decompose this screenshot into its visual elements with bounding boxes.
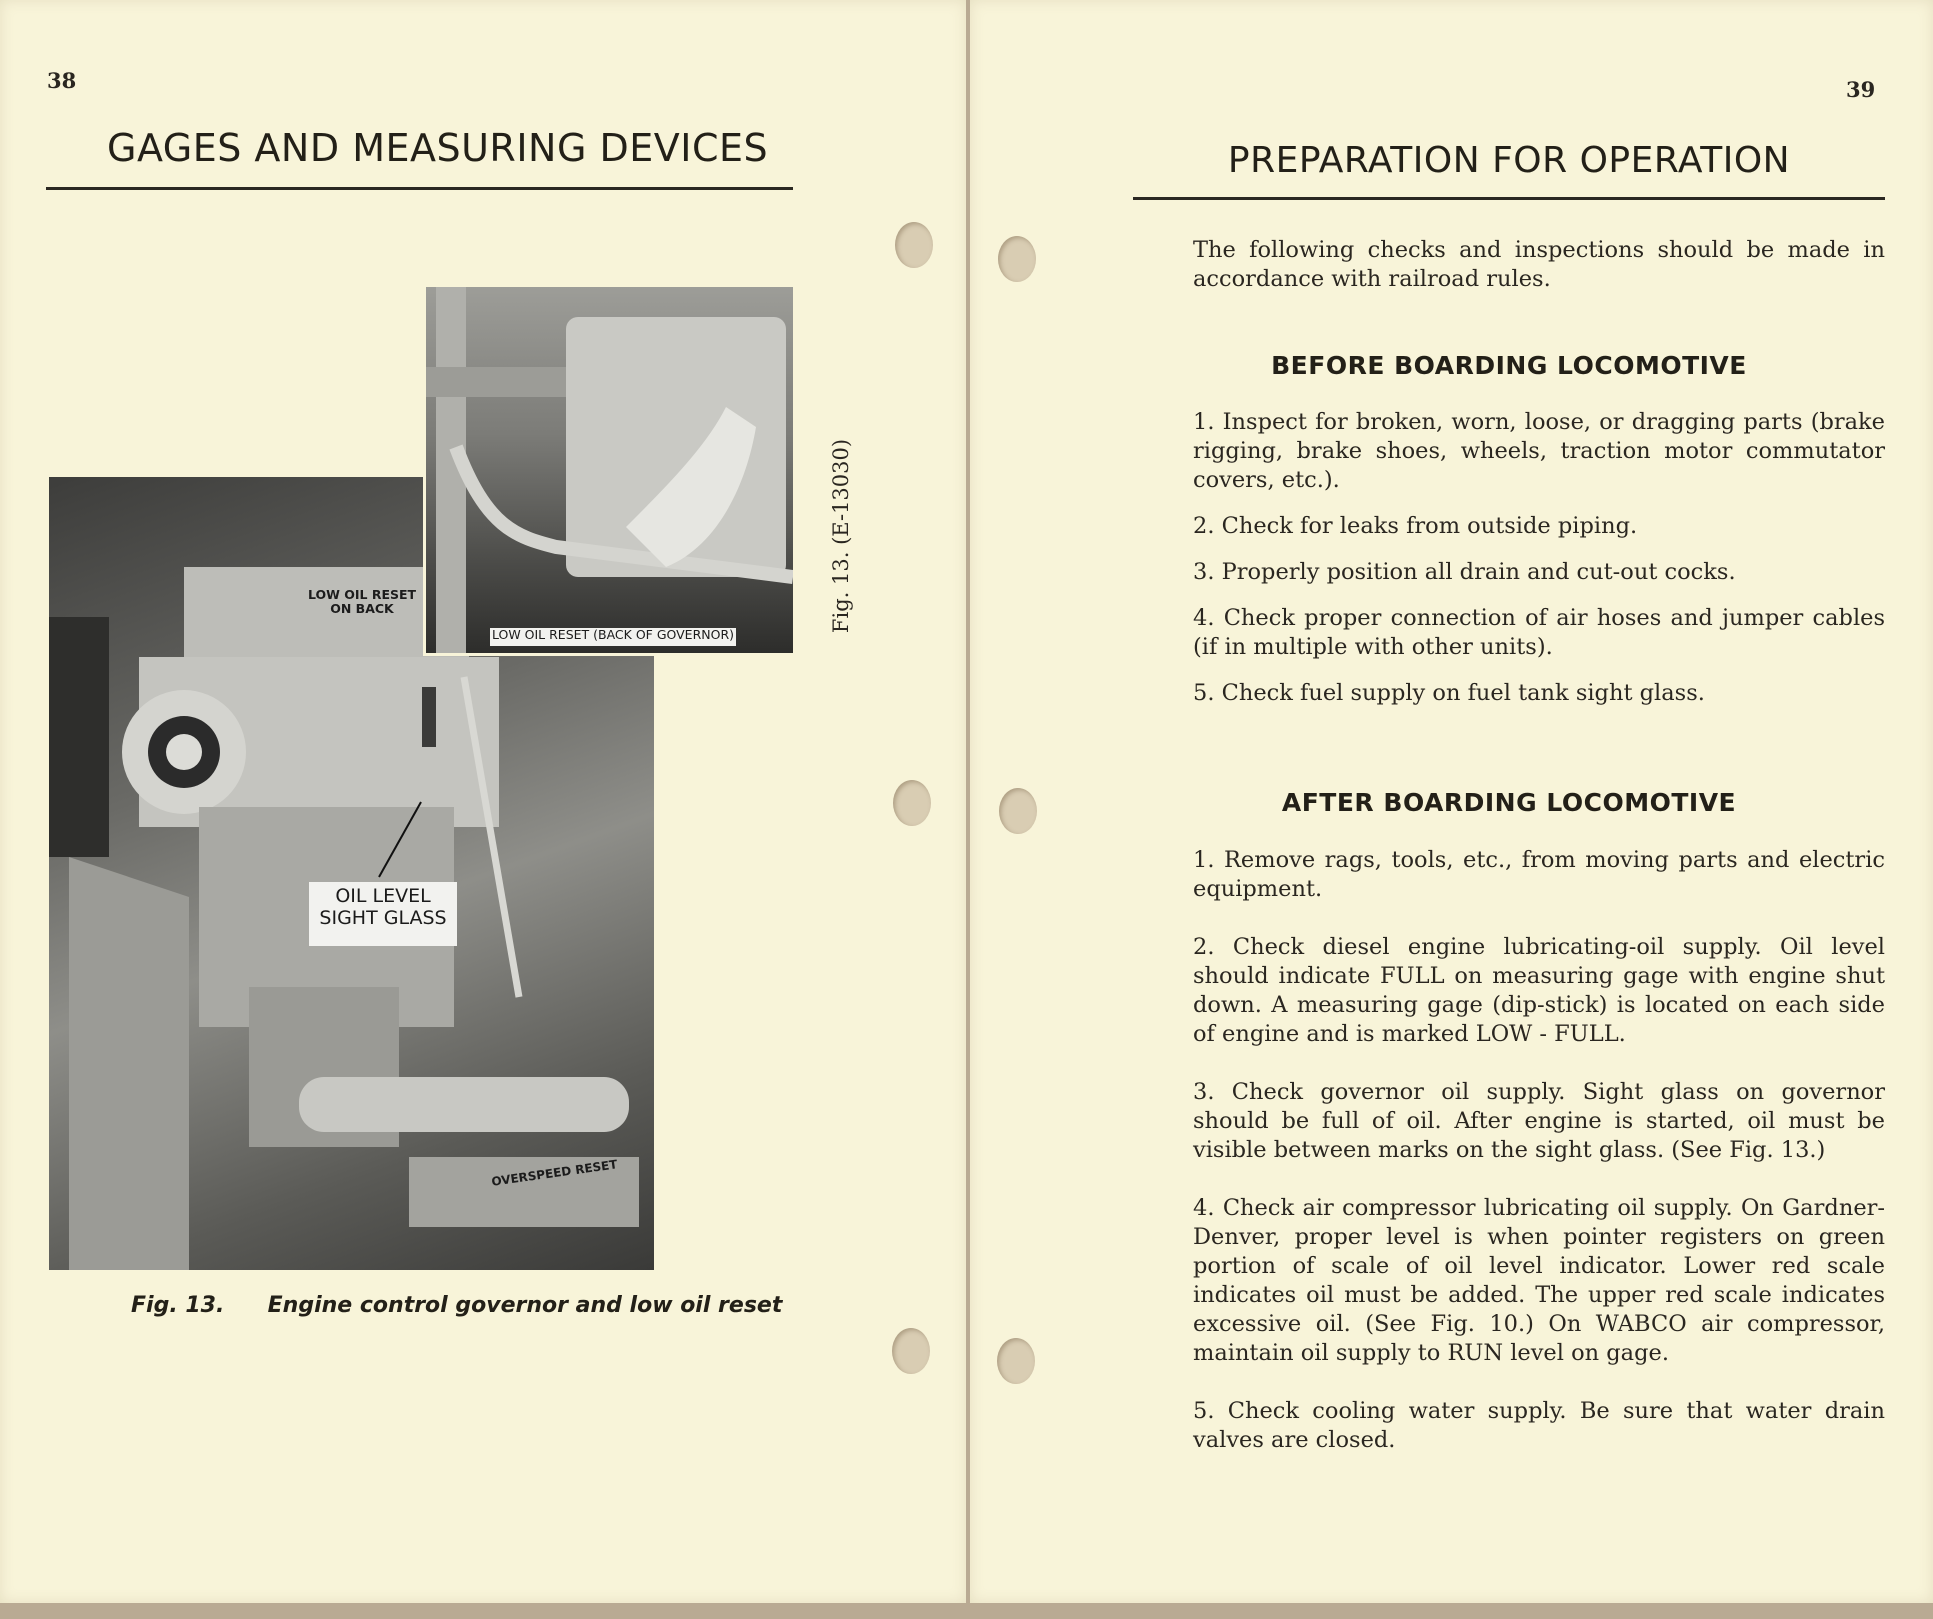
punch-hole [999, 788, 1037, 834]
section-title: GAGES AND MEASURING DEVICES [107, 126, 769, 170]
list-item: 2. Check diesel engine lubricating-oil supply. Oil level should indicate FULL on measuring gage with engine shut down. A measuring gage (dip-stick) is located on each side of engine and is marked LOW - FULL. [1193, 934, 1885, 1047]
list-item: 4. Check air compressor lubricating oil supply. On Gardner-Denver, proper level is when pointer registers on green portion of scale of oil level indicator. Lower red scale indicates oil must be added. The upper red scale indicates excessive oil. (See Fig. 10.) On WABCO air compressor, maintain oil supply to RUN level on gage. [1193, 1195, 1885, 1366]
title-rule [46, 187, 793, 190]
section-title: PREPARATION FOR OPERATION [1227, 140, 1791, 181]
inset-photo [423, 284, 796, 656]
before-boarding-list [1133, 408, 1885, 708]
list-item: 5. Check cooling water supply. Be sure that water drain valves are closed. [1193, 1398, 1885, 1453]
after-boarding-heading: AFTER BOARDING LOCOMOTIVE [1281, 788, 1737, 817]
page-number: 39 [1846, 77, 1876, 102]
list-item: 4. Check proper connection of air hoses and jumper cables (if in multiple with other units). [1193, 605, 1885, 660]
punch-hole [893, 780, 931, 826]
before-boarding-heading: BEFORE BOARDING LOCOMOTIVE [1271, 351, 1747, 380]
figure-side-label-text: Fig. 13. (E-13030) [829, 438, 853, 634]
left-page [0, 0, 966, 1603]
list-item: 2. Check for leaks from outside piping. [1193, 513, 1638, 539]
caption-text: Engine control governor and low oil reset [267, 1293, 783, 1318]
list-item: 3. Properly position all drain and cut-out cocks. [1193, 559, 1736, 585]
oil-level-sight-glass-label: OIL LEVEL SIGHT GLASS [309, 882, 457, 946]
list-item: 1. Remove rags, tools, etc., from moving parts and electric equipment. [1193, 847, 1885, 902]
punch-hole [892, 1328, 930, 1374]
caption-number: Fig. 13. [131, 1293, 225, 1318]
list-item: 5. Check fuel supply on fuel tank sight glass. [1193, 680, 1705, 706]
punch-hole [998, 236, 1036, 282]
page-number: 38 [47, 68, 77, 93]
overspeed-reset-label: OVERSPEED RESET [490, 1157, 619, 1189]
figure-side-label [820, 408, 862, 664]
figure-caption [131, 1293, 782, 1318]
inset-photo-shapes [426, 287, 793, 653]
title-rule [1133, 197, 1885, 200]
punch-hole [895, 222, 933, 268]
after-boarding-list [1133, 846, 1885, 1455]
low-oil-reset-label: LOW OIL RESET ON BACK [307, 587, 417, 617]
inset-label: LOW OIL RESET (BACK OF GOVERNOR) [490, 628, 736, 646]
list-item: 3. Check governor oil supply. Sight glass on governor should be full of oil. After engine is started, oil must be visible between marks on the sight glass. (See Fig. 13.) [1193, 1079, 1885, 1163]
intro-paragraph [1133, 236, 1885, 294]
list-item: 1. Inspect for broken, worn, loose, or dragging parts (brake rigging, brake shoes, wheels, traction motor commutator covers, etc.). [1193, 409, 1885, 493]
intro-text: The following checks and inspections should be made in accordance with railroad rules. [1193, 237, 1885, 292]
punch-hole [997, 1338, 1035, 1384]
